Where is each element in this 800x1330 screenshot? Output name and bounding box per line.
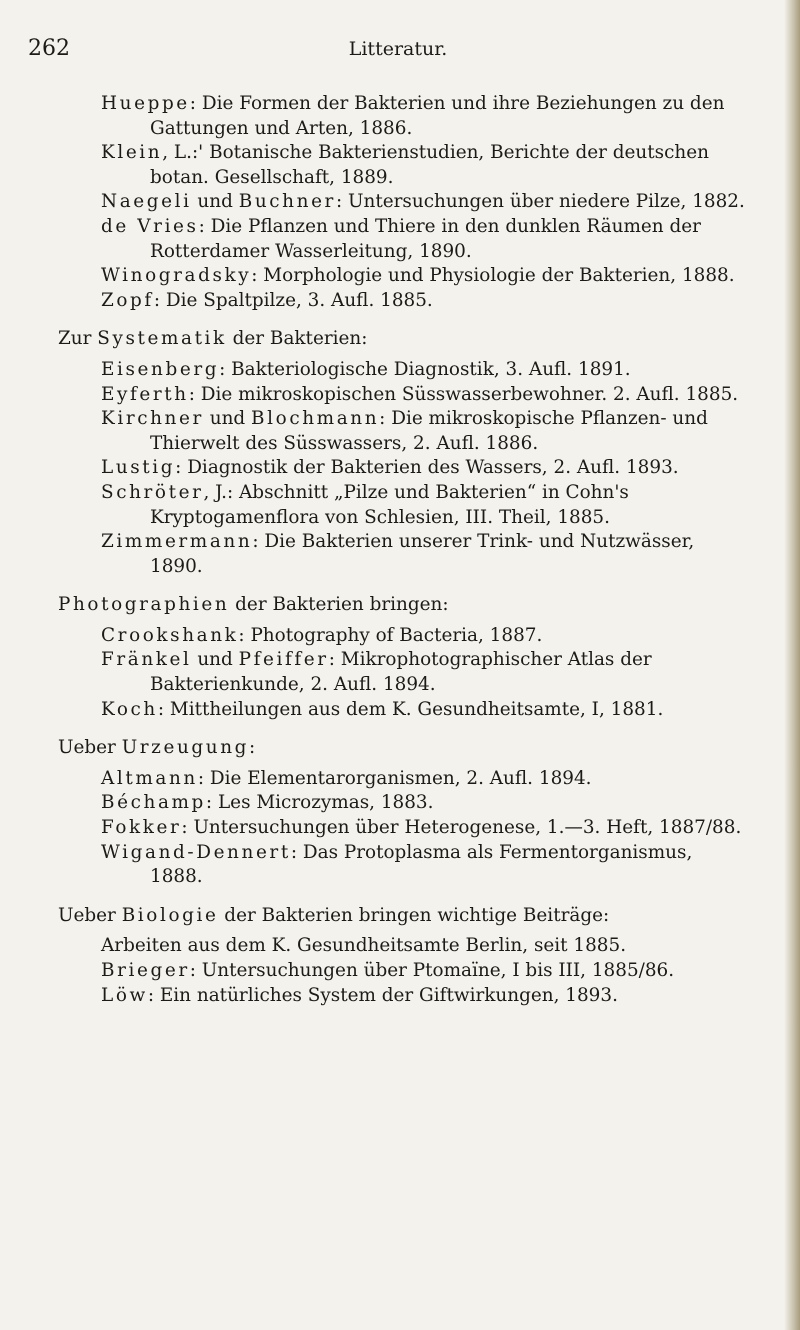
reference-separator: : bbox=[188, 383, 201, 405]
reference-group-4 bbox=[58, 767, 748, 890]
section-heading-urzeugung: Ueber Urzeugung: bbox=[58, 737, 256, 759]
reference-text: Die Formen der Bakterien und ihre Beziehungen zu den Gattungen und Arten, 1886. bbox=[150, 93, 725, 139]
reference-author: Béchamp bbox=[101, 792, 206, 814]
reference-text: Die Bakterien unserer Trink- und Nutzwässer, 1890. bbox=[150, 531, 695, 577]
reference-text: Die Pflanzen und Thiere in den dunklen Räumen der Rotterdamer Wasserleitung, 1890. bbox=[150, 215, 701, 262]
reference-separator: : bbox=[205, 792, 218, 814]
reference-entry bbox=[101, 190, 748, 215]
reference-separator: : bbox=[189, 93, 202, 114]
reference-entry bbox=[101, 92, 748, 141]
reference-separator: : bbox=[379, 408, 392, 430]
reference-conjunction: und bbox=[203, 408, 252, 430]
reference-group-2 bbox=[58, 358, 748, 579]
reference-author: Buchner bbox=[238, 191, 336, 213]
reference-group-1 bbox=[58, 92, 748, 313]
reference-separator: : bbox=[198, 215, 211, 237]
reference-text: Mittheilungen aus dem K. Gesundheitsamte, I, 1881. bbox=[169, 698, 664, 720]
reference-text: Die Spaltpilze, 3. Aufl. 1885. bbox=[165, 289, 433, 311]
reference-text: Die mikroskopische Pflanzen- und Thierwelt des Süsswassers, 2. Aufl. 1886. bbox=[150, 408, 708, 454]
reference-separator: : bbox=[335, 191, 348, 213]
reference-entry bbox=[101, 767, 748, 792]
reference-text: Mikrophotographischer Atlas der Bakterienkunde, 2. Aufl. 1894. bbox=[150, 649, 652, 696]
reference-author: Löw bbox=[101, 984, 148, 1006]
reference-separator: : bbox=[238, 624, 251, 646]
section-heading-photographien: Photographien der Bakterien bringen: bbox=[58, 594, 449, 616]
reference-entry bbox=[101, 698, 748, 723]
section-heading-systematik: Zur Systematik der Bakterien: bbox=[58, 328, 368, 350]
reference-author: Naegeli bbox=[101, 191, 192, 213]
reference-entry bbox=[101, 358, 748, 383]
reference-entry bbox=[101, 984, 748, 1009]
reference-author: Schröter bbox=[101, 481, 204, 503]
reference-author: Wigand-Dennert bbox=[101, 841, 291, 863]
reference-text: Die mikroskopischen Süsswasserbewohner. 2. Aufl. 1885. bbox=[200, 383, 739, 405]
reference-author: de Vries bbox=[101, 215, 199, 237]
reference-author: Eisenberg bbox=[101, 358, 220, 380]
reference-author: Kirchner bbox=[101, 408, 204, 430]
reference-conjunction: und bbox=[191, 649, 239, 671]
reference-entry bbox=[101, 289, 748, 314]
reference-author: Altmann bbox=[101, 767, 198, 789]
page-header bbox=[28, 36, 768, 66]
reference-text: Bakteriologische Diagnostik, 3. Aufl. 1891. bbox=[231, 358, 631, 380]
reference-separator: : bbox=[290, 841, 303, 863]
reference-separator: : bbox=[197, 767, 210, 789]
reference-entry bbox=[101, 215, 748, 264]
section-heading-biologie: Ueber Biologie der Bakterien bringen wichtige Beiträge: bbox=[58, 904, 610, 926]
reference-entry bbox=[101, 456, 748, 481]
reference-separator: : bbox=[181, 817, 194, 839]
reference-text: Arbeiten aus dem K. Gesundheitsamte Berlin, seit 1885. bbox=[101, 935, 627, 957]
reference-entry bbox=[101, 791, 748, 816]
reference-group-3 bbox=[58, 624, 748, 722]
reference-separator: : bbox=[147, 984, 160, 1006]
reference-text: Die Elementarorganismen, 2. Aufl. 1894. bbox=[209, 767, 592, 789]
reference-conjunction: und bbox=[191, 191, 239, 213]
reference-text: Untersuchungen über Heterogenese, 1.—3. Heft, 1887/88. bbox=[193, 817, 742, 839]
reference-text: Botanische Bakterienstudien, Berichte der deutschen botan. Gesellschaft, 1889. bbox=[150, 142, 709, 188]
reference-author: Lustig bbox=[101, 457, 176, 479]
reference-author: Eyferth bbox=[101, 383, 189, 405]
reference-text: Das Protoplasma als Fermentorganismus, 1888. bbox=[150, 841, 693, 888]
reference-entry bbox=[101, 407, 748, 456]
reference-separator: , J.: bbox=[203, 481, 240, 503]
page-edge-shadow bbox=[784, 0, 800, 1330]
reference-text: Untersuchungen über niedere Pilze, 1882. bbox=[348, 191, 745, 213]
reference-author: Crookshank bbox=[101, 624, 239, 646]
bibliography-body bbox=[58, 92, 748, 1008]
reference-entry bbox=[101, 481, 748, 530]
reference-author: Blochmann bbox=[251, 408, 380, 430]
reference-entry bbox=[101, 934, 748, 959]
reference-author: Zimmermann bbox=[101, 531, 253, 553]
reference-entry bbox=[101, 383, 748, 408]
reference-author: Pfeiffer bbox=[238, 649, 329, 671]
reference-entry bbox=[101, 141, 748, 190]
reference-separator: : bbox=[153, 289, 166, 311]
reference-text: Morphologie und Physiologie der Bakterien, 1888. bbox=[263, 265, 735, 287]
reference-text: Les Microzymas, 1883. bbox=[217, 792, 434, 814]
reference-separator: : bbox=[219, 358, 232, 380]
reference-separator: : bbox=[157, 698, 170, 720]
reference-author: Klein bbox=[101, 142, 163, 164]
reference-separator: : bbox=[251, 265, 264, 287]
reference-entry bbox=[101, 624, 748, 649]
page-number: 262 bbox=[28, 36, 70, 61]
reference-text: Photography of Bacteria, 1887. bbox=[250, 624, 543, 646]
reference-text: Untersuchungen über Ptomaïne, I bis III, 1885/86. bbox=[201, 960, 675, 981]
reference-text: Ein natürliches System der Giftwirkungen, 1893. bbox=[159, 984, 618, 1006]
reference-text: Diagnostik der Bakterien des Wassers, 2. Aufl. 1893. bbox=[187, 457, 679, 479]
reference-separator: : bbox=[189, 960, 202, 981]
reference-separator: : bbox=[252, 531, 265, 553]
reference-separator: , L.:' bbox=[162, 142, 210, 164]
reference-separator: : bbox=[328, 649, 341, 671]
running-title: Litteratur. bbox=[348, 38, 448, 60]
reference-author: Hueppe bbox=[101, 93, 190, 114]
reference-entry bbox=[101, 530, 748, 579]
reference-author: Fränkel bbox=[101, 649, 192, 671]
reference-entry bbox=[101, 959, 748, 984]
reference-author: Zopf bbox=[101, 289, 154, 311]
reference-group-5 bbox=[58, 934, 748, 1008]
reference-separator: : bbox=[175, 457, 188, 479]
reference-author: Winogradsky bbox=[101, 265, 252, 287]
reference-entry bbox=[101, 841, 748, 890]
reference-author: Brieger bbox=[101, 960, 190, 981]
reference-author: Fokker bbox=[101, 817, 182, 839]
reference-author: Koch bbox=[101, 698, 158, 720]
reference-entry bbox=[101, 648, 748, 697]
reference-text: Abschnitt „Pilze und Bakterien“ in Cohn's Kryptogamenflora von Schlesien, III. Theil, 1885. bbox=[150, 481, 629, 528]
reference-entry bbox=[101, 264, 748, 289]
reference-entry bbox=[101, 816, 748, 841]
